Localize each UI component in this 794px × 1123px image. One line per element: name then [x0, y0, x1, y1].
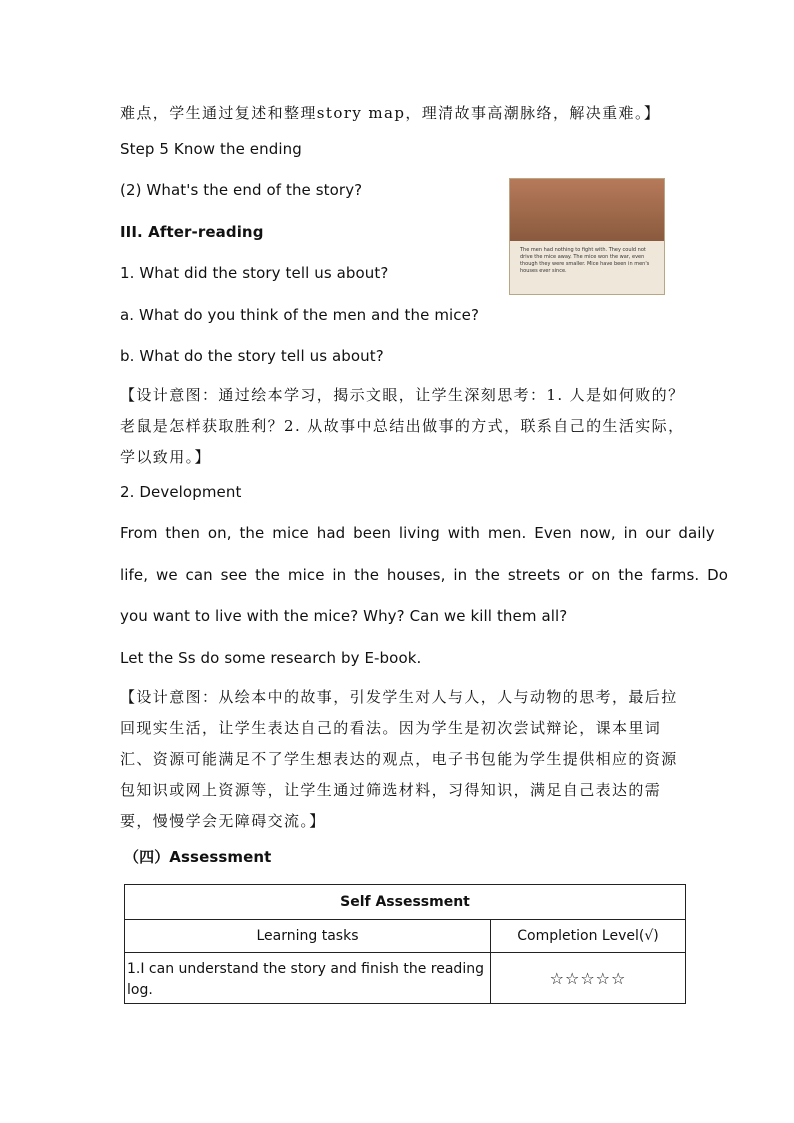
design-intent-2-line-3: 汇、资源可能满足不了学生想表达的观点，电子书包能为学生提供相应的资源: [120, 750, 678, 768]
development-line-2: life, we can see the mice in the houses, in the streets or on the farms. Do: [120, 566, 729, 584]
item-b: b. What do the story tell us about?: [120, 347, 384, 365]
after-reading-heading: III. After-reading: [120, 223, 264, 241]
star-rating[interactable]: ☆☆☆☆☆: [549, 968, 627, 988]
question-end-of-story: (2) What's the end of the story?: [120, 181, 363, 199]
column-header-tasks: Learning tasks: [125, 920, 491, 952]
item-2-development: 2. Development: [120, 483, 242, 501]
design-intent-2-line-5: 要，慢慢学会无障碍交流。】: [120, 812, 326, 830]
illustration-scene: [510, 179, 664, 241]
item-1: 1. What did the story tell us about?: [120, 264, 389, 282]
task-cell: 1.I can understand the story and finish the reading log.: [125, 953, 491, 1003]
design-intent-1-line-1: 【设计意图：通过绘本学习，揭示文眼，让学生深刻思考：1. 人是如何败的？: [120, 386, 685, 404]
design-intent-1-line-3: 学以致用。】: [120, 448, 211, 466]
design-intent-2-line-1: 【设计意图：从绘本中的故事，引发学生对人与人，人与动物的思考，最后拉: [120, 688, 678, 706]
assessment-heading: （四）Assessment: [124, 848, 272, 866]
text-line-difficulty: 难点，学生通过复述和整理story map，理清故事高潮脉络，解决重难。】: [120, 104, 661, 122]
table-header-row: [125, 919, 685, 952]
self-assessment-table: [124, 884, 686, 1004]
story-illustration: [509, 178, 665, 295]
design-intent-2-line-2: 回现实生活，让学生表达自己的看法。因为学生是初次尝试辩论，课本里词: [120, 719, 662, 737]
column-header-completion: Completion Level(√): [517, 928, 659, 944]
item-a: a. What do you think of the men and the mice?: [120, 306, 480, 324]
design-intent-1-line-2: 老鼠是怎样获取胜利？2. 从故事中总结出做事的方式，联系自己的生活实际，: [120, 417, 685, 435]
illustration-caption: The men had nothing to fight with. They could not drive the mice away. The mice won the war, even though they were smaller. Mice have been in men's houses ever since.: [520, 247, 650, 274]
table-title: Self Assessment: [340, 894, 470, 910]
development-line-1: From then on, the mice had been living with men. Even now, in our daily: [120, 524, 715, 542]
design-intent-2-line-4: 包知识或网上资源等，让学生通过筛选材料，习得知识，满足自己表达的需: [120, 781, 662, 799]
development-line-3: you want to live with the mice? Why? Can we kill them all?: [120, 607, 568, 625]
table-row: [125, 952, 685, 1003]
step5-heading: Step 5 Know the ending: [120, 140, 302, 158]
table-title-row: [125, 885, 685, 919]
ebook-research: Let the Ss do some research by E-book.: [120, 649, 422, 667]
